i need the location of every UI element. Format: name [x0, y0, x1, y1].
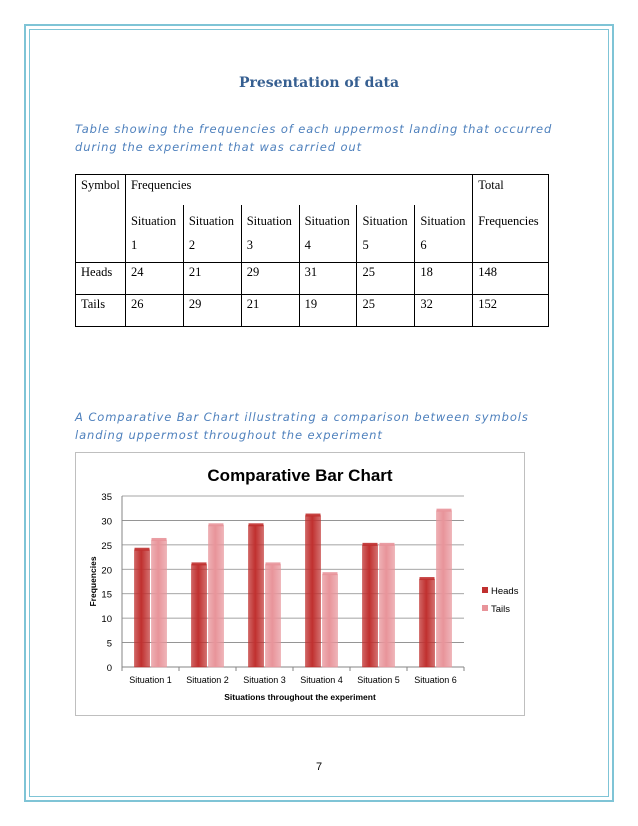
- bar-tails: [152, 540, 167, 667]
- cell-value: 29: [183, 295, 241, 327]
- cell-value: 25: [357, 263, 415, 295]
- chart-container: [75, 452, 525, 716]
- x-tick-label: Situation 6: [414, 675, 457, 685]
- y-tick-label: 25: [101, 540, 112, 552]
- bar-heads: [192, 564, 207, 667]
- bar-heads: [249, 525, 264, 667]
- frequency-table: [75, 174, 549, 327]
- chart-caption: A Comparative Bar Chart illustrating a comparison between symbols landing uppermost throughout the experiment: [75, 410, 529, 442]
- cell-total: 152: [473, 295, 549, 327]
- bar-tails: [323, 574, 338, 667]
- bar-tails: [209, 525, 224, 667]
- bar-cap: [135, 548, 150, 551]
- x-axis-label: Situations throughout the experiment: [224, 692, 376, 702]
- cell-value: 24: [125, 263, 183, 295]
- legend-label-tails: Tails: [491, 604, 511, 615]
- legend-swatch-heads: [482, 587, 488, 593]
- cell-value: 21: [241, 295, 299, 327]
- bar-cap: [380, 543, 395, 546]
- y-tick-label: 0: [106, 663, 112, 674]
- row-heads-symbol: Heads: [76, 263, 126, 295]
- bar-cap: [249, 523, 264, 526]
- header-frequencies: Frequencies: [125, 175, 472, 205]
- section-heading: Presentation of data: [238, 75, 400, 91]
- x-tick-label: Situation 2: [186, 675, 229, 685]
- bar-cap: [420, 577, 435, 580]
- cell-value: 31: [299, 263, 357, 295]
- header-situation-4: Situation 4: [299, 205, 357, 263]
- chart-title: Comparative Bar Chart: [207, 466, 393, 485]
- bar-cap: [209, 523, 224, 526]
- bar-cap: [192, 562, 207, 565]
- legend-swatch-tails: [482, 605, 488, 611]
- bar-cap: [437, 509, 452, 512]
- table-row: [76, 295, 549, 327]
- row-tails-symbol: Tails: [76, 295, 126, 327]
- y-tick-label: 5: [106, 638, 112, 650]
- x-tick-label: Situation 3: [243, 675, 286, 685]
- bar-heads: [135, 550, 150, 667]
- header-situation-2: Situation 2: [183, 205, 241, 263]
- bar-chart: [76, 453, 524, 715]
- bar-cap: [152, 538, 167, 541]
- cell-value: 18: [415, 263, 473, 295]
- cell-total: 148: [473, 263, 549, 295]
- bar-cap: [306, 514, 321, 517]
- header-symbol: Symbol: [76, 175, 126, 263]
- bar-cap: [363, 543, 378, 546]
- bar-tails: [266, 564, 281, 667]
- y-tick-label: 30: [101, 516, 112, 528]
- y-tick-label: 10: [101, 614, 112, 626]
- bar-heads: [363, 545, 378, 667]
- bar-cap: [266, 562, 281, 565]
- y-tick-label: 20: [101, 565, 112, 577]
- cell-value: 32: [415, 295, 473, 327]
- table-row: [76, 263, 549, 295]
- bar-heads: [306, 516, 321, 667]
- cell-value: 25: [357, 295, 415, 327]
- header-total-line2: Frequencies: [473, 205, 549, 263]
- header-total-line1: Total: [473, 175, 549, 205]
- x-tick-label: Situation 5: [357, 675, 400, 685]
- legend-label-heads: Heads: [491, 586, 519, 597]
- cell-value: 29: [241, 263, 299, 295]
- cell-value: 26: [125, 295, 183, 327]
- page-number: 7: [315, 761, 323, 773]
- bar-heads: [420, 579, 435, 667]
- x-tick-label: Situation 1: [129, 675, 172, 685]
- header-situation-1: Situation 1: [125, 205, 183, 263]
- x-tick-label: Situation 4: [300, 675, 343, 685]
- cell-value: 19: [299, 295, 357, 327]
- bar-tails: [437, 511, 452, 667]
- header-situation-6: Situation 6: [415, 205, 473, 263]
- header-situation-3: Situation 3: [241, 205, 299, 263]
- y-tick-label: 15: [101, 589, 112, 601]
- bar-tails: [380, 545, 395, 667]
- cell-value: 21: [183, 263, 241, 295]
- y-axis-label: Frequencies: [88, 556, 98, 607]
- bar-cap: [323, 572, 338, 575]
- y-tick-label: 35: [101, 492, 112, 503]
- header-situation-5: Situation 5: [357, 205, 415, 263]
- table-caption: Table showing the frequencies of each uppermost landing that occurred during the experiment that was carried out: [75, 122, 553, 154]
